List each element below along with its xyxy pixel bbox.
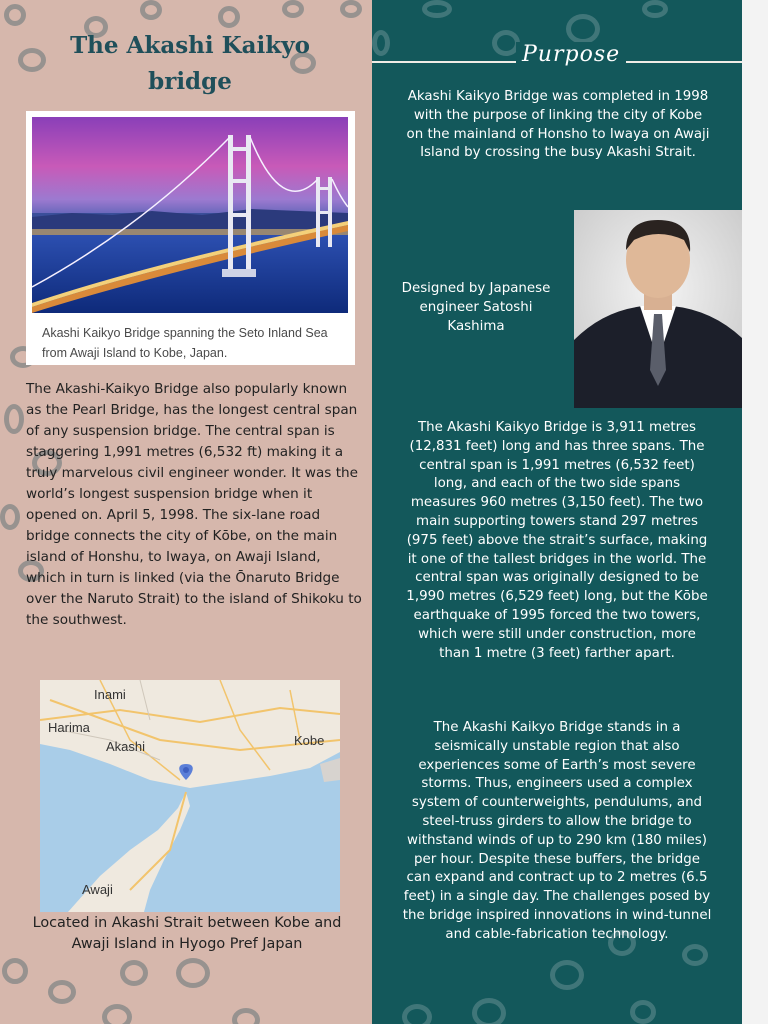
page-edge — [742, 0, 768, 1024]
engineer-portrait — [574, 210, 742, 408]
decorative-ring — [422, 0, 452, 18]
decorative-ring — [0, 504, 20, 530]
purpose-paragraph: Akashi Kaikyo Bridge was completed in 1998 with the purpose of linking the city of Kobe on the mainland of Honsho to Iwaya on Awaji Island by crossing the busy Akashi Strait. — [406, 89, 710, 161]
decorative-ring — [372, 30, 390, 56]
decorative-ring — [120, 960, 148, 986]
seismic-paragraph: The Akashi Kaikyo Bridge stands in a seismically unstable region that also experiences some of Earth’s most severe storms. Thus, engineers used a complex system of counterweights, pendulums, and steel-truss girders to allow the bridge to withstand winds of up to 290 km (180 miles) per hour. Despite these buffers, the bridge can expand and contract up to 2 metres (6.5 feet) in a single day. The challenges posed by the bridge inspired innovations in wind-tunnel and cable-fabrication technology. — [402, 720, 712, 942]
decorative-ring — [2, 958, 28, 984]
decorative-ring — [4, 404, 24, 434]
decorative-ring — [630, 1000, 656, 1024]
decorative-ring — [402, 1004, 432, 1024]
decorative-ring — [48, 980, 76, 1004]
location-map — [40, 680, 340, 912]
map-caption: Located in Akashi Strait between Kobe and Awaji Island in Hyogo Pref Japan — [32, 915, 342, 952]
decorative-ring — [682, 944, 708, 966]
map-label-inami: Inami — [94, 687, 126, 702]
bridge-photo — [32, 117, 348, 313]
intro-paragraph: The Akashi-Kaikyo Bridge also popularly known as the Pearl Bridge, has the longest central span of any suspension bridge. The central span is staggering 1,991 metres (6,532 ft) making it a truly marvelous civil engineer wonder. It was the world’s longest suspension bridge when it opened on. April 5, 1998. The six-lane road bridge connects the city of Kōbe, on the main island of Honshu, to Iwaya, on Awaji Island, which in turn is linked (via the Ōnaruto Bridge over the Naruto Strait) to the island of Shikoku to the southwest. — [26, 381, 362, 628]
specifications-paragraph: The Akashi Kaikyo Bridge is 3,911 metres (12,831 feet) long and has three spans. The central span is 1,991 metres (6,532 feet) long, and each of the two side spans measures 960 metres (3,150 feet). The two main supporting towers stand 297 metres (975 feet) above the strait’s surface, making it one of the tallest bridges in the world. The central span was originally designed to be 1,990 metres (6,529 feet) long, but the Kōbe earthquake of 1995 forced the two towers, which were still under construction, more than 1 metre (3 feet) farther apart. — [406, 420, 708, 661]
designer-credit: Designed by Japanese engineer Satoshi Kashima — [401, 281, 551, 334]
decorative-ring — [140, 0, 162, 20]
decorative-ring — [282, 0, 304, 18]
decorative-ring — [4, 4, 26, 26]
map-label-awaji: Awaji — [82, 882, 113, 897]
decorative-ring — [232, 1008, 260, 1024]
decorative-ring — [472, 998, 506, 1024]
decorative-ring — [566, 14, 600, 44]
decorative-ring — [218, 6, 240, 28]
decorative-ring — [102, 1004, 132, 1024]
photo-caption: Akashi Kaikyo Bridge spanning the Seto Inland Sea from Awaji Island to Kobe, Japan. — [42, 326, 328, 360]
left-panel — [0, 0, 372, 1024]
decorative-ring — [340, 0, 362, 18]
decorative-ring — [642, 0, 668, 18]
decorative-ring — [176, 958, 210, 988]
map-label-harima: Harima — [48, 720, 90, 735]
map-label-kobe: Kobe — [294, 733, 325, 748]
page-title: The Akashi Kaikyo bridge — [70, 32, 310, 95]
map-label-akashi: Akashi — [106, 739, 146, 754]
bridge-photo-card — [26, 111, 355, 365]
decorative-ring — [550, 960, 584, 990]
purpose-heading: Purpose — [516, 42, 626, 67]
